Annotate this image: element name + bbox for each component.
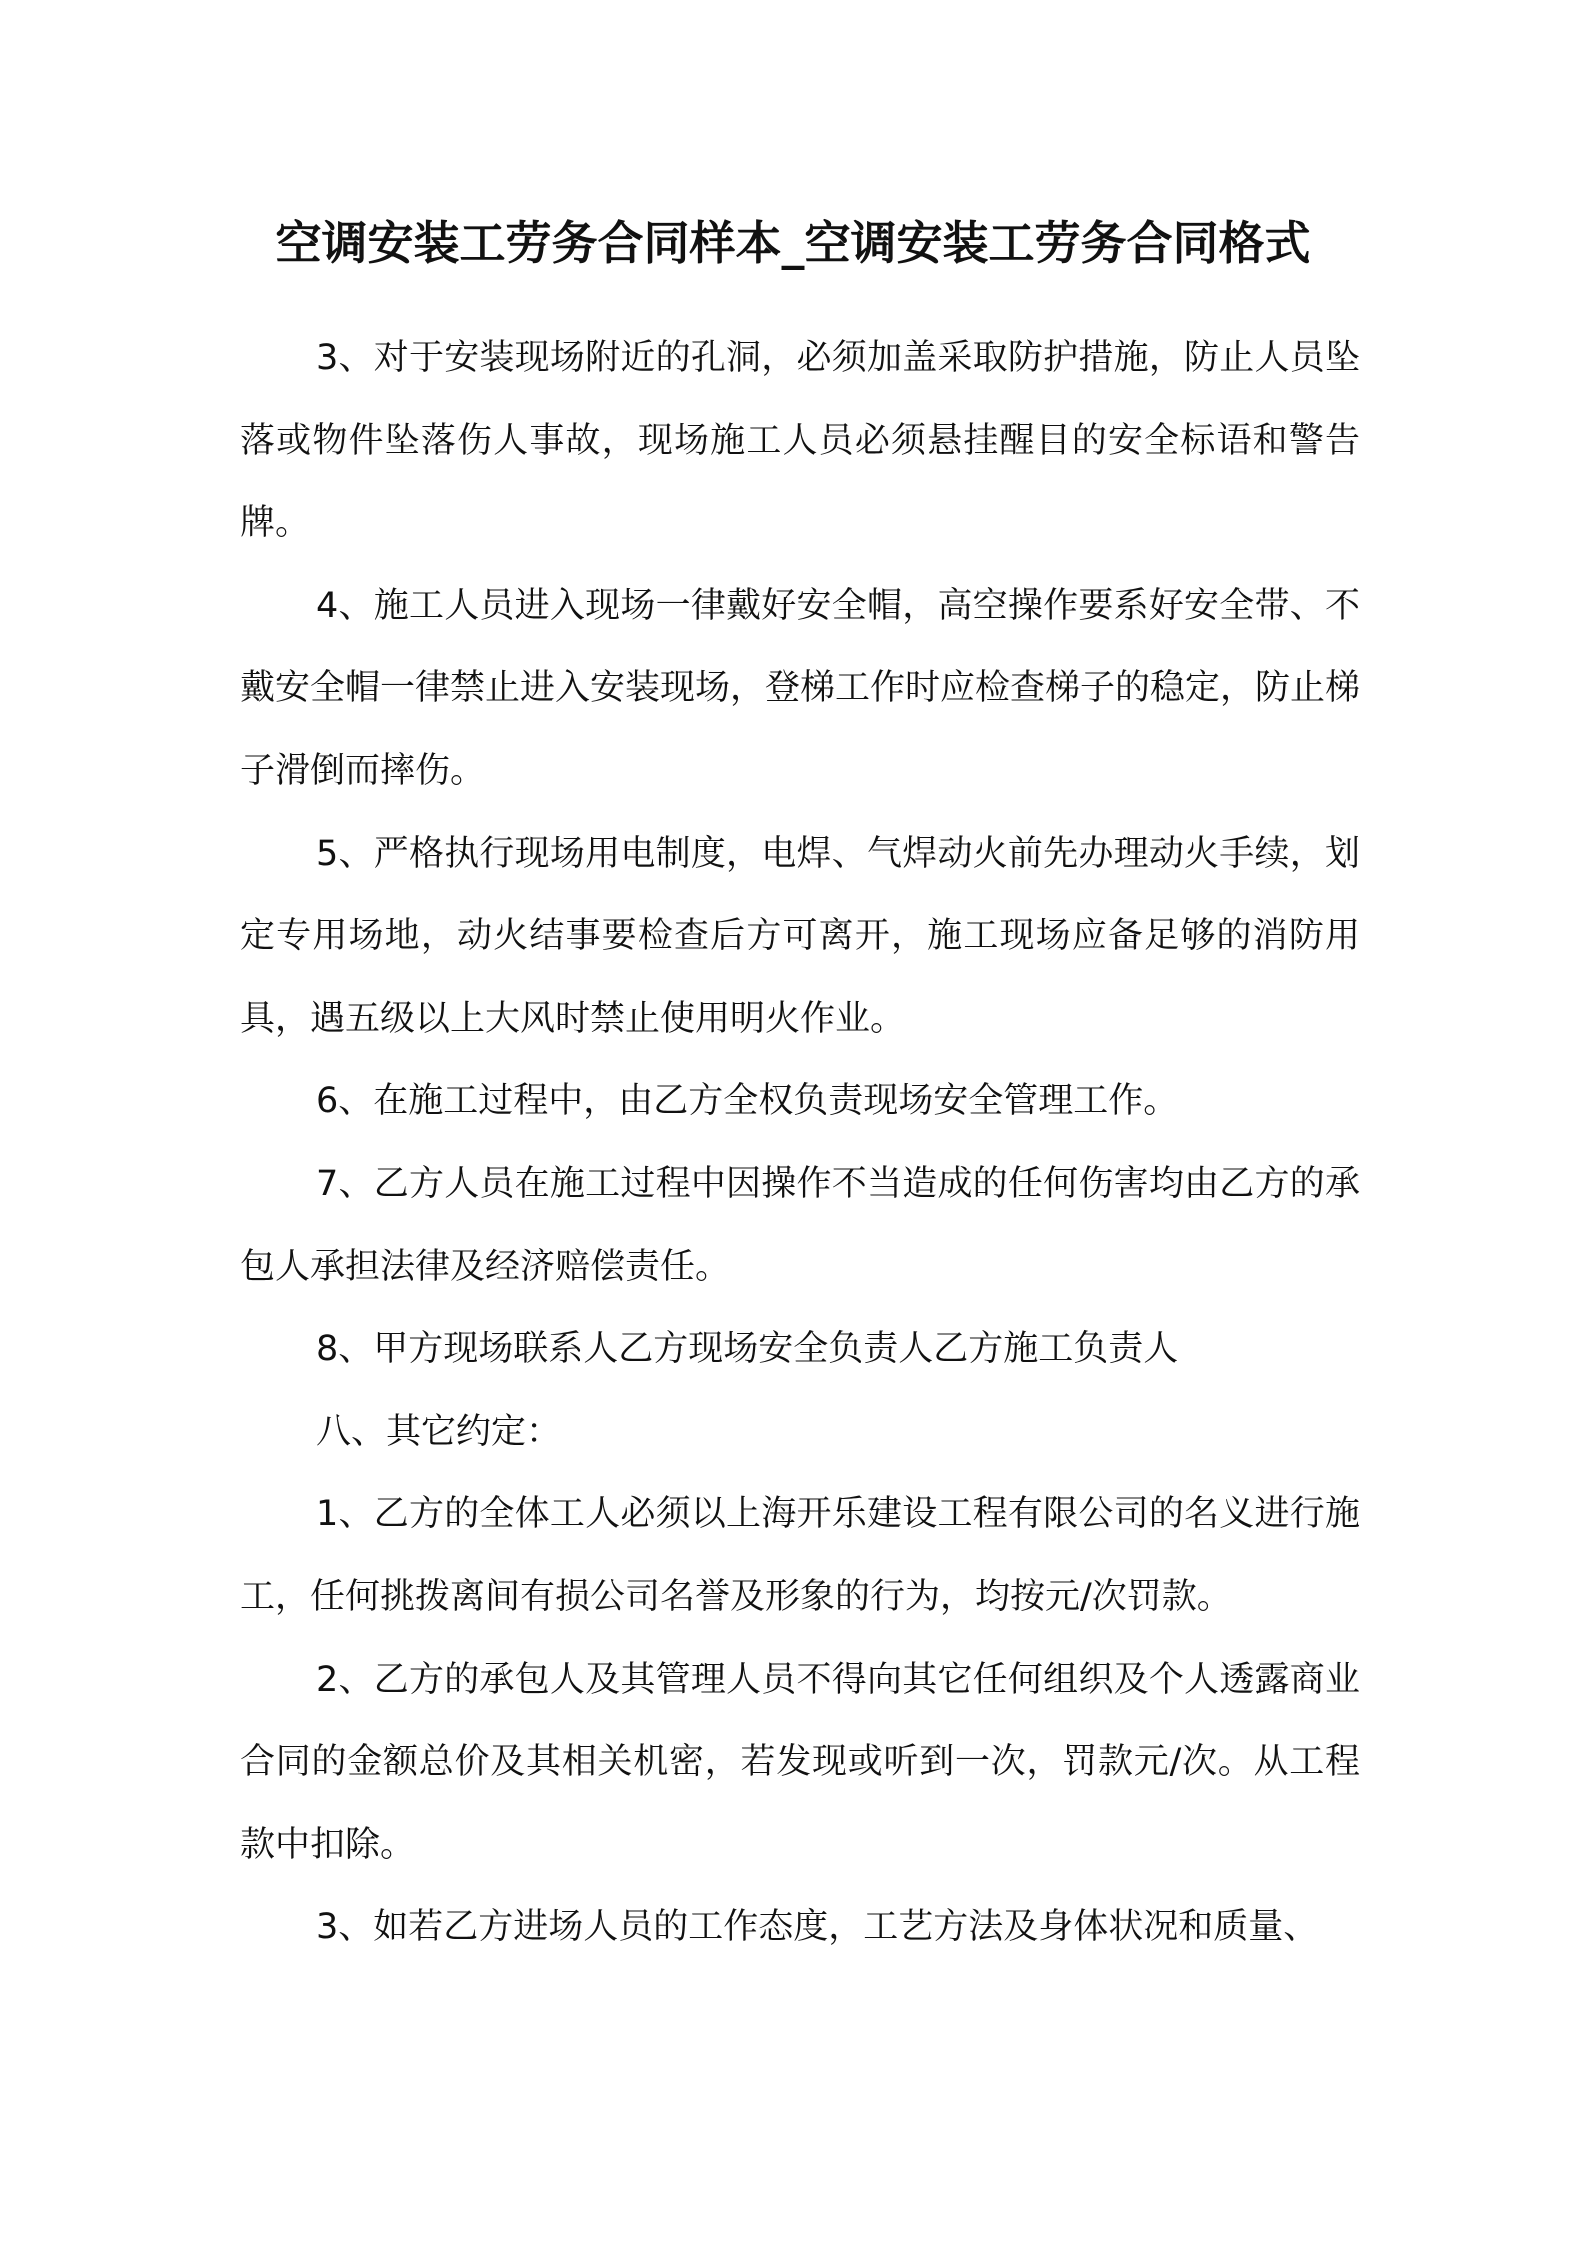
document-body	[240, 317, 1360, 1969]
paragraph-company-name: 1、乙方的全体工人必须以上海开乐建设工程有限公司的名义进行施工，任何挑拨离间有损公司名誉及形象的行为，均按元/次罚款。	[240, 1494, 1360, 1617]
paragraph-safety-helmet: 4、施工人员进入现场一律戴好安全帽，高空操作要系好安全带、不戴安全帽一律禁止进入安装现场，登梯工作时应检查梯子的稳定，防止梯子滑倒而摔伤。	[240, 585, 1361, 791]
document-title: 空调安装工劳务合同样本_空调安装工劳务合同格式	[275, 216, 1311, 270]
section-heading-other-agreements: 八、其它约定：	[316, 1411, 562, 1452]
paragraph-safety-holes: 3、对于安装现场附近的孔洞，必须加盖采取防护措施，防止人员坠落或物件坠落伤人事故，现场施工人员必须悬挂醒目的安全标语和警告牌。	[240, 338, 1360, 544]
paragraph-contacts: 8、甲方现场联系人乙方现场安全负责人乙方施工负责人	[316, 1329, 1179, 1370]
paragraph-confidentiality: 2、乙方的承包人及其管理人员不得向其它任何组织及个人透露商业合同的金额总价及其相关机密，若发现或听到一次，罚款元/次。从工程款中扣除。	[240, 1659, 1360, 1865]
paragraph-electric-fire: 5、严格执行现场用电制度，电焊、气焊动火前先办理动火手续，划定专用场地，动火结事要检查后方可离开，施工现场应备足够的消防用具，遇五级以上大风时禁止使用明火作业。	[240, 833, 1360, 1039]
paragraph-safety-management: 6、在施工过程中，由乙方全权负责现场安全管理工作。	[316, 1081, 1179, 1122]
paragraph-liability: 7、乙方人员在施工过程中因操作不当造成的任何伤害均由乙方的承包人承担法律及经济赔偿责任。	[240, 1163, 1360, 1287]
paragraph-personnel: 3、如若乙方进场人员的工作态度，工艺方法及身体状况和质量、	[316, 1907, 1319, 1948]
